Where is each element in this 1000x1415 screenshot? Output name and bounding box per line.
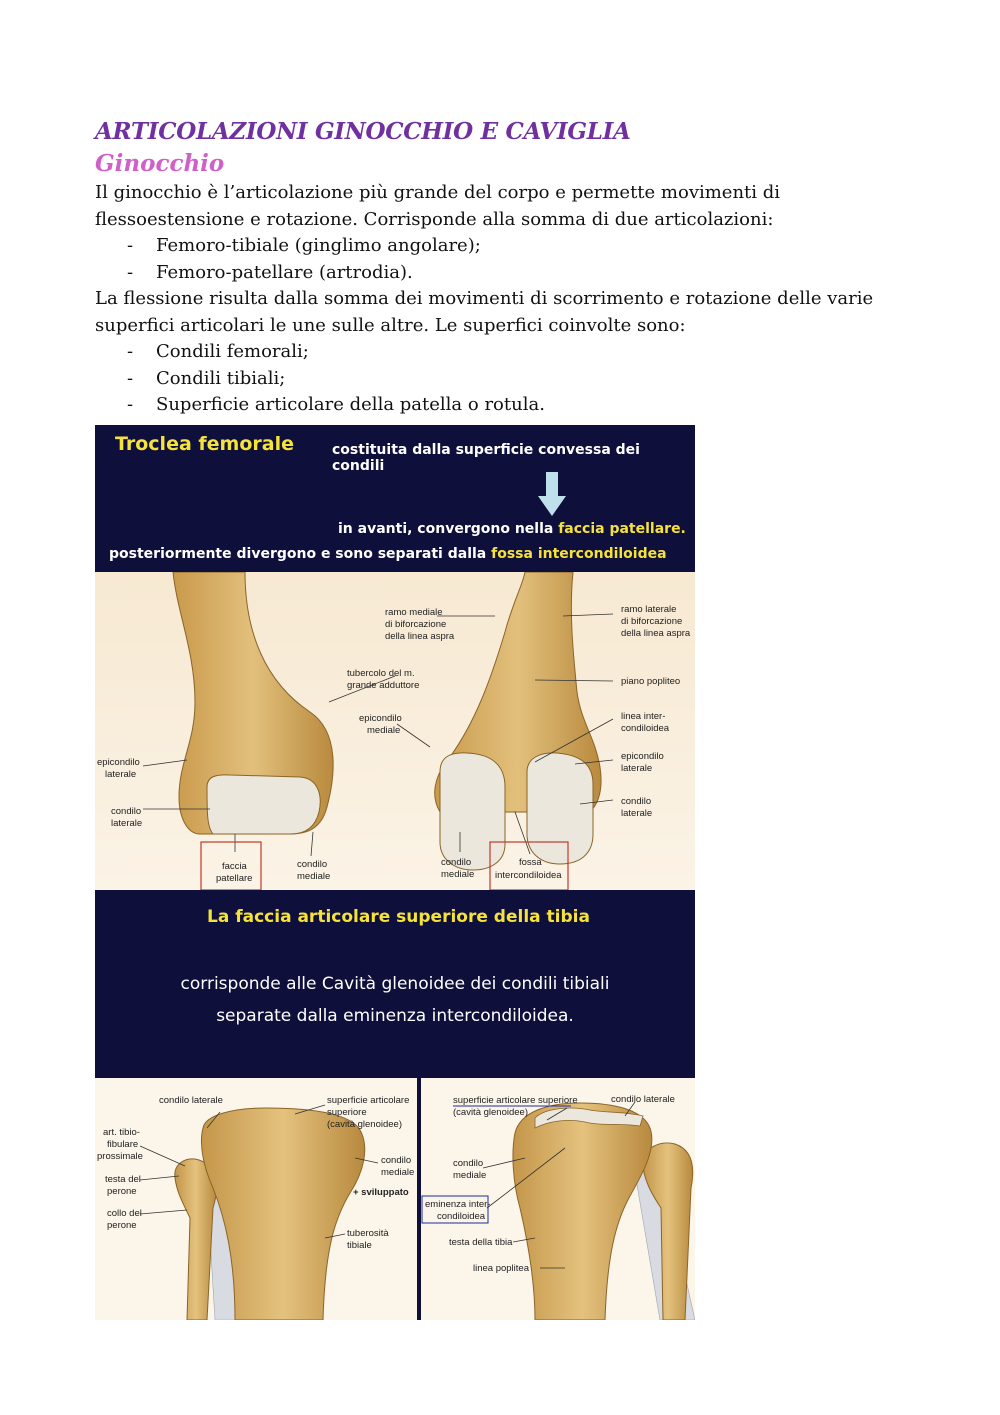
slide-troclea-line-3 xyxy=(109,546,667,562)
line-3-white: posteriormente divergono e sono separati dalla xyxy=(109,546,492,562)
slide-tibia-header xyxy=(95,890,695,1078)
list-item-text: Superficie articolare della patella o rotula. xyxy=(156,394,545,415)
list-item-text: Femoro-tibiale (ginglimo angolare); xyxy=(156,235,481,256)
label-t-sup-art: superficie articolare superiore (cavità glenoidee) xyxy=(327,1095,410,1130)
slide-troclea-line-2 xyxy=(338,521,686,537)
list-item-text: Femoro-patellare (artrodia). xyxy=(156,261,413,283)
label-epicondilo-mediale: epicondilo mediale xyxy=(359,713,402,736)
label-condilo-laterale-right: condilo laterale xyxy=(621,796,653,819)
label-fossa: fossa intercondiloidea xyxy=(495,857,562,881)
label-t-collo-perone: collo del perone xyxy=(107,1208,142,1231)
slide-troclea-line-1: costituita dalla superficie convessa dei condili xyxy=(332,442,640,474)
label-faccia-patellare: faccia patellare xyxy=(216,861,253,884)
tibia-illustration xyxy=(95,1078,695,1320)
page-title: ARTICOLAZIONI GINOCCHIO E CAVIGLIA xyxy=(95,118,631,145)
flexion-line-2: superfici articolari le une sulle altre. Le superfici coinvolte sono: xyxy=(95,314,686,336)
label-t-sup-art-right: superficie articolare superiore (cavità glenoidee) xyxy=(453,1095,578,1118)
line-2-white: in avanti, convergono nella xyxy=(338,521,559,537)
label-t-tuberosita: tuberosità tibiale xyxy=(347,1228,389,1251)
flexion-line-1: La flessione risulta dalla somma dei movimenti di scorrimento e rotazione delle varie xyxy=(95,288,874,309)
slide-tibia-title: La faccia articolare superiore della tibia xyxy=(207,907,590,927)
label-linea-inter: linea inter-condiloidea xyxy=(621,711,670,734)
line-2-yellow: faccia patellare. xyxy=(558,521,686,537)
section-subtitle: Ginocchio xyxy=(95,150,225,177)
label-t-sviluppato: + sviluppato xyxy=(353,1187,409,1198)
down-arrow-icon xyxy=(537,470,567,518)
label-t-testa-perone: testa del perone xyxy=(105,1174,141,1197)
femur-illustration xyxy=(95,572,695,890)
list-item xyxy=(95,339,895,366)
articulations-list xyxy=(95,233,895,286)
label-t-testa-tibia: testa della tibia xyxy=(449,1237,513,1248)
line-3-yellow: fossa intercondiloidea xyxy=(491,546,667,562)
label-ramo-mediale: ramo mediale di biforcazione della linea aspra xyxy=(385,607,455,642)
list-dash: - xyxy=(127,235,134,256)
slide-tibia-line-2: separate dalla eminenza intercondiloidea. xyxy=(216,1006,574,1026)
slide-tibia-line-1: corrisponde alle Cavità glenoidee dei condili tibiali xyxy=(180,974,610,994)
list-dash: - xyxy=(127,367,134,389)
document-text xyxy=(95,116,895,419)
label-t-linea-poplitea: linea poplitea xyxy=(473,1263,529,1274)
femur-right-medial-condyle xyxy=(440,753,505,870)
list-item-text: Condili tibiali; xyxy=(156,367,286,389)
label-t-art-tibio: art. tibio-fibulare prossimale xyxy=(97,1127,143,1162)
list-item-text: Condili femorali; xyxy=(156,341,309,362)
label-t-condilo-laterale-right: condilo laterale xyxy=(611,1094,675,1105)
list-item xyxy=(95,233,895,260)
label-epicondilo-laterale-right: epicondilo laterale xyxy=(621,751,664,774)
list-item xyxy=(95,392,895,419)
anatomy-figure xyxy=(95,425,695,1320)
list-dash: - xyxy=(127,341,134,362)
flexion-paragraph xyxy=(95,286,895,339)
label-condilo-mediale-right: condilo mediale xyxy=(441,857,475,880)
intro-line-2: flessoestensione e rotazione. Corrisponde alla somma di due articolazioni: xyxy=(95,208,774,230)
intro-line-1: Il ginocchio è l’articolazione più grande del corpo e permette movimenti di xyxy=(95,182,781,203)
label-ramo-laterale: ramo laterale di biforcazione della linea aspra xyxy=(621,604,691,639)
label-t-condilo-mediale-right: condilo mediale xyxy=(453,1158,487,1181)
list-dash: - xyxy=(127,261,134,283)
label-piano-popliteo: piano popliteo xyxy=(621,676,681,687)
slide-troclea-title: Troclea femorale xyxy=(115,433,294,455)
list-dash: - xyxy=(127,394,134,415)
label-t-condilo-mediale-left: condilo mediale xyxy=(381,1155,415,1178)
label-condilo-laterale-left: condilo laterale xyxy=(111,806,143,829)
femur-right-lateral-condyle xyxy=(527,753,593,864)
label-epicondilo-laterale-left: epicondilo laterale xyxy=(97,757,140,780)
list-item xyxy=(95,260,895,287)
slide-troclea-header xyxy=(95,425,695,572)
intro-paragraph xyxy=(95,180,895,233)
label-t-eminenza: eminenza inter-condiloidea xyxy=(425,1199,491,1222)
label-condilo-mediale-left: condilo mediale xyxy=(297,859,331,882)
surfaces-list xyxy=(95,339,895,419)
label-t-condilo-laterale-left: condilo laterale xyxy=(159,1095,223,1106)
list-item xyxy=(95,366,895,393)
label-tubercolo: tubercolo del m. grande adduttore xyxy=(347,668,420,691)
femur-left-patellar-face xyxy=(207,775,320,834)
slide-tibia-body xyxy=(95,968,695,1032)
